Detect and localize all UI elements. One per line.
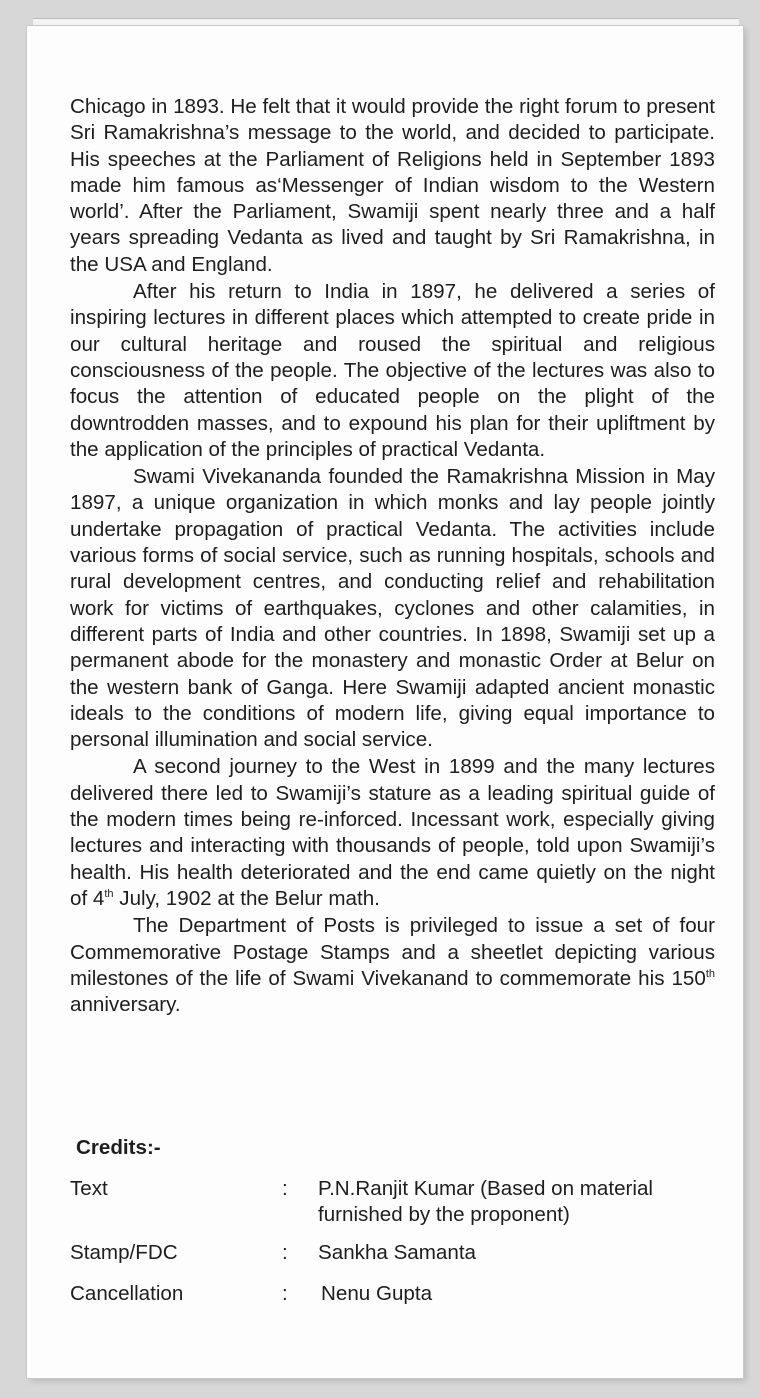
paragraph-return-to-india: After his return to India in 1897, he delivered a series of inspiring lectures in different places which attempted to create pride in our cultural heritage and roused the spiritual and religious consciousness of the people. The objective of the lectures was also to focus the attention of educated people on the plight of the downtrodden masses, and to expound his plan for their upliftment by the application of the principles of practical Vedanta. — [70, 280, 715, 461]
credit-colon: : — [282, 1177, 288, 1200]
credit-label: Cancellation — [70, 1282, 184, 1305]
paragraph-department-of-posts — [70, 913, 715, 1018]
credit-value: Sankha Samanta — [318, 1241, 476, 1264]
credit-value: Nenu Gupta — [321, 1282, 433, 1305]
credit-colon: : — [282, 1282, 288, 1305]
ordinal-suffix: th — [705, 967, 715, 980]
paragraph-second-journey — [70, 754, 715, 912]
body-text — [70, 94, 715, 1019]
paragraph-chicago: Chicago in 1893. He felt that it would provide the right forum to present Sri Ramakrishna’s message to the world, and decided to participate. His speeches at the Parliament of Religions held in September 1893 made him famous as‘Messenger of Indian wisdom to the Western world’. After the Parliament, Swamiji spent nearly three and a half years spreading Vedanta as lived and taught by Sri Ramakrishna, in the USA and England. — [70, 95, 715, 276]
ordinal-suffix: th — [104, 888, 114, 901]
paragraph-second-journey-text: A second journey to the West in 1899 and the many lectures delivered there led to Swamiji’s stature as a leading spiritual guide of the modern times being re-inforced. Incessant work, especially giving lectures and interacting with thousands of people, told upon Swamiji’s health. His health deteriorated and the end came quietly on the night of 4 — [70, 755, 715, 910]
paragraph-ramakrishna-mission: Swami Vivekananda founded the Ramakrishna Mission in May 1897, a unique organization in which monks and lay people jointly undertake propagation of practical Vedanta. The activities include various forms of social service, such as running hospitals, schools and rural development centres, and conducting relief and rehabilitation work for victims of earthquakes, cyclones and other calamities, in different parts of India and other countries. In 1898, Swamiji set up a permanent abode for the monastery and monastic Order at Belur on the western bank of Ganga. Here Swamiji adapted ancient monastic ideals to the conditions of modern life, giving equal importance to personal illumination and social service. — [70, 465, 715, 752]
credits-heading: Credits:- — [76, 1136, 161, 1159]
paragraph-department-of-posts-text: The Department of Posts is privileged to issue a set of four Commemorative Postage Stamps and a sheetlet depicting various milestones of the life of Swami Vivekanand to commemorate his 150 — [70, 914, 715, 990]
credit-label: Stamp/FDC — [70, 1241, 178, 1264]
credit-label: Text — [70, 1177, 108, 1200]
paragraph-second-journey-end: July, 1902 at the Belur math. — [113, 886, 380, 910]
credit-colon: : — [282, 1241, 288, 1264]
credit-value: P.N.Ranjit Kumar (Based on material furnished by the proponent) — [318, 1177, 653, 1227]
paragraph-department-of-posts-end: anniversary. — [70, 993, 181, 1017]
